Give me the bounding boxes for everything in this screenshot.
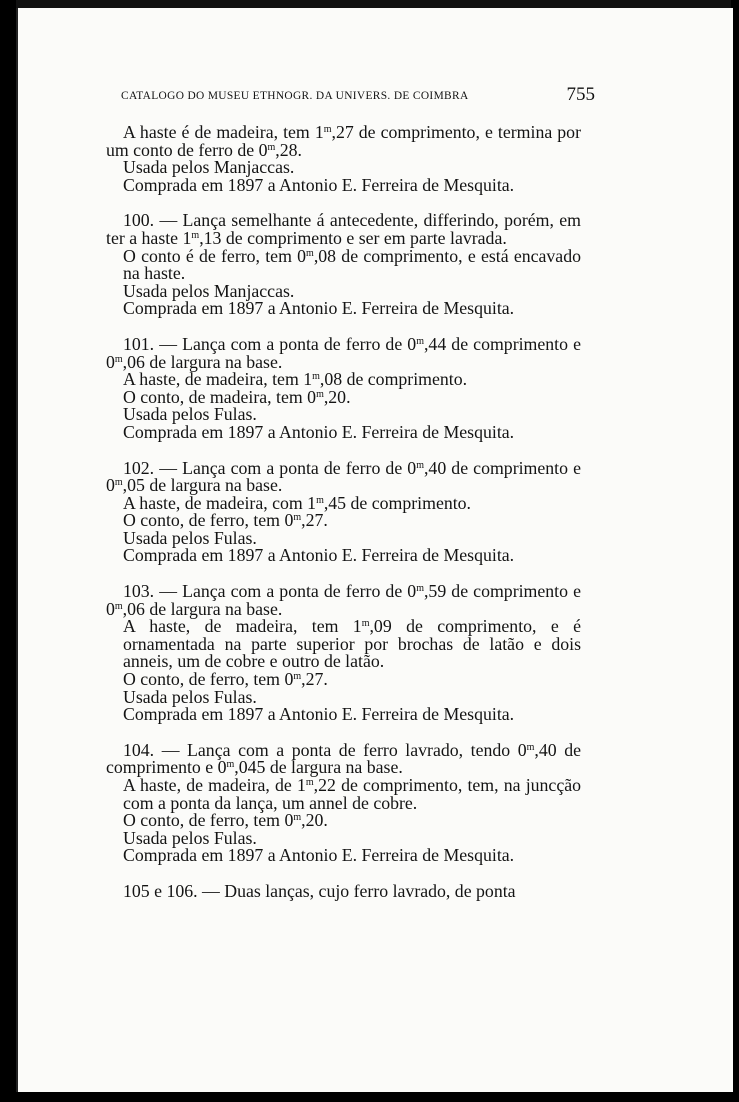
text-run: ,22 de comprimento, tem, na juncção com a ponta da lança, um annel de cobre. — [123, 775, 581, 813]
entry-paragraph — [106, 777, 581, 812]
unit-superscript: m — [114, 600, 123, 612]
text-run: Comprada em 1897 a Antonio E. Ferreira de Mesquita. — [123, 704, 515, 725]
text-run: A haste é de madeira, tem 1 — [123, 122, 324, 142]
text-run: Comprada em 1897 a Antonio E. Ferreira de Mesquita. — [123, 298, 515, 319]
text-run: 102. — Lança com a ponta de ferro de 0 — [123, 457, 417, 478]
text-run: O conto, de ferro, tem 0 — [123, 810, 294, 831]
catalog-text — [106, 124, 581, 919]
unit-superscript: m — [293, 671, 302, 683]
unit-superscript: m — [316, 494, 324, 506]
entry-first-paragraph — [106, 212, 581, 247]
text-run: ,28. — [275, 139, 302, 160]
unit-superscript: m — [416, 459, 424, 471]
entry-paragraph — [106, 618, 581, 671]
catalog-entry — [106, 212, 581, 318]
text-run: A haste, de madeira, tem 1 — [123, 616, 362, 637]
unit-superscript: m — [526, 741, 535, 753]
unit-superscript: m — [416, 335, 424, 347]
text-run: ,20. — [323, 386, 351, 407]
text-run: 100. — Lança semelhante á antecedente, differindo, porém, em ter a haste 1 — [106, 210, 581, 248]
unit-superscript: m — [226, 759, 235, 771]
text-run: Usada pelos Manjaccas. — [123, 157, 295, 178]
entry-paragraph — [106, 245, 581, 284]
entry-paragraph — [106, 174, 581, 195]
text-run: ,27 de comprimento, e termina por um conto de ferro de 0 — [106, 122, 581, 160]
unit-superscript: m — [293, 512, 302, 524]
text-run: ,40 de comprimento e 0 — [106, 457, 581, 496]
entry-paragraph — [106, 847, 581, 865]
text-run: 101. — Lança com a ponta de ferro de 0 — [123, 333, 417, 354]
text-run: ,05 de largura na base. — [122, 475, 283, 496]
text-run: A haste, de madeira, com 1 — [123, 492, 317, 513]
entry-paragraph — [106, 706, 581, 724]
page-number: 755 — [566, 84, 595, 105]
text-run: ,27. — [301, 669, 328, 690]
unit-superscript: m — [361, 618, 370, 630]
text-run: ,44 de comprimento e 0 — [106, 333, 581, 372]
text-run: Usada pelos Fulas. — [123, 827, 257, 848]
entry-first-paragraph — [106, 124, 581, 159]
text-run: Usada pelos Fulas. — [123, 686, 257, 707]
text-run: Usada pelos Manjaccas. — [123, 280, 295, 301]
catalog-entry — [106, 583, 581, 724]
unit-superscript: m — [323, 124, 332, 135]
running-head: CATALOGO DO MUSEU ETHNOGR. DA UNIVERS. DE COIMBRA — [121, 90, 469, 102]
text-run: ,20. — [301, 810, 328, 831]
catalog-entry — [106, 333, 581, 442]
entry-paragraph — [106, 421, 581, 442]
catalog-entry — [106, 457, 581, 566]
text-run: 104. — Lança com a ponta de ferro lavrado, tendo 0 — [123, 739, 527, 760]
text-run: ,13 de comprimento e ser em parte lavrada. — [199, 227, 507, 248]
page-header — [121, 84, 595, 108]
text-run: ,06 de largura na base. — [122, 598, 283, 619]
entry-paragraph — [106, 300, 581, 318]
entry-first-paragraph — [106, 333, 581, 372]
unit-superscript: m — [316, 388, 324, 400]
entry-paragraph — [106, 547, 581, 565]
text-run: Comprada em 1897 a Antonio E. Ferreira de Mesquita. — [123, 545, 515, 566]
text-run: Comprada em 1897 a Antonio E. Ferreira de Mesquita. — [123, 845, 515, 866]
text-run: Usada pelos Fulas. — [123, 527, 257, 548]
text-run: ,045 de largura na base. — [234, 757, 403, 778]
text-run: A haste, de madeira, tem 1 — [123, 369, 313, 390]
unit-superscript: m — [416, 583, 424, 595]
unit-superscript: m — [306, 247, 314, 259]
text-run: ,09 de comprimento, e é ornamentada na parte superior por brochas de latão e dois anneis, um de cobre e outro de latão. — [123, 616, 581, 672]
text-run: ,40 de comprimento e 0 — [106, 739, 581, 778]
entry-first-paragraph — [106, 457, 581, 496]
text-run: 105 e 106. — Duas lanças, cujo ferro lavrado, de ponta — [123, 880, 516, 901]
text-run: 103. — Lança com a ponta de ferro de 0 — [123, 581, 417, 602]
catalog-entry — [106, 124, 581, 194]
catalog-entry — [106, 739, 581, 866]
catalog-entry — [106, 880, 581, 901]
unit-superscript: m — [267, 141, 276, 153]
text-run: Comprada em 1897 a Antonio E. Ferreira de Mesquita. — [123, 174, 515, 195]
entry-first-paragraph — [106, 739, 581, 778]
text-run: ,06 de largura na base. — [122, 351, 283, 372]
unit-superscript: m — [191, 229, 200, 241]
text-run: ,08 de comprimento, e está encavado na haste. — [123, 245, 581, 284]
text-run: O conto, de ferro, tem 0 — [123, 669, 294, 690]
text-run: ,59 de comprimento e 0 — [106, 581, 581, 619]
unit-superscript: m — [293, 812, 302, 824]
unit-superscript: m — [114, 477, 123, 489]
text-run: O conto, de ferro, tem 0 — [123, 510, 294, 531]
entry-first-paragraph — [106, 583, 581, 618]
scan-border-left — [0, 0, 16, 1102]
text-run: Comprada em 1897 a Antonio E. Ferreira de Mesquita. — [123, 421, 515, 442]
text-run: A haste, de madeira, de 1 — [123, 775, 306, 795]
entry-first-paragraph — [106, 880, 581, 901]
text-run: O conto, de madeira, tem 0 — [123, 386, 317, 407]
text-run: O conto é de ferro, tem 0 — [123, 245, 307, 266]
unit-superscript: m — [305, 777, 314, 788]
unit-superscript: m — [114, 353, 123, 365]
text-run: ,27. — [301, 510, 328, 531]
text-run: Usada pelos Fulas. — [123, 404, 257, 425]
text-run: ,45 de comprimento. — [323, 492, 471, 513]
unit-superscript: m — [312, 371, 320, 383]
text-run: ,08 de comprimento. — [319, 369, 468, 390]
scan-border-bottom — [0, 1092, 739, 1102]
